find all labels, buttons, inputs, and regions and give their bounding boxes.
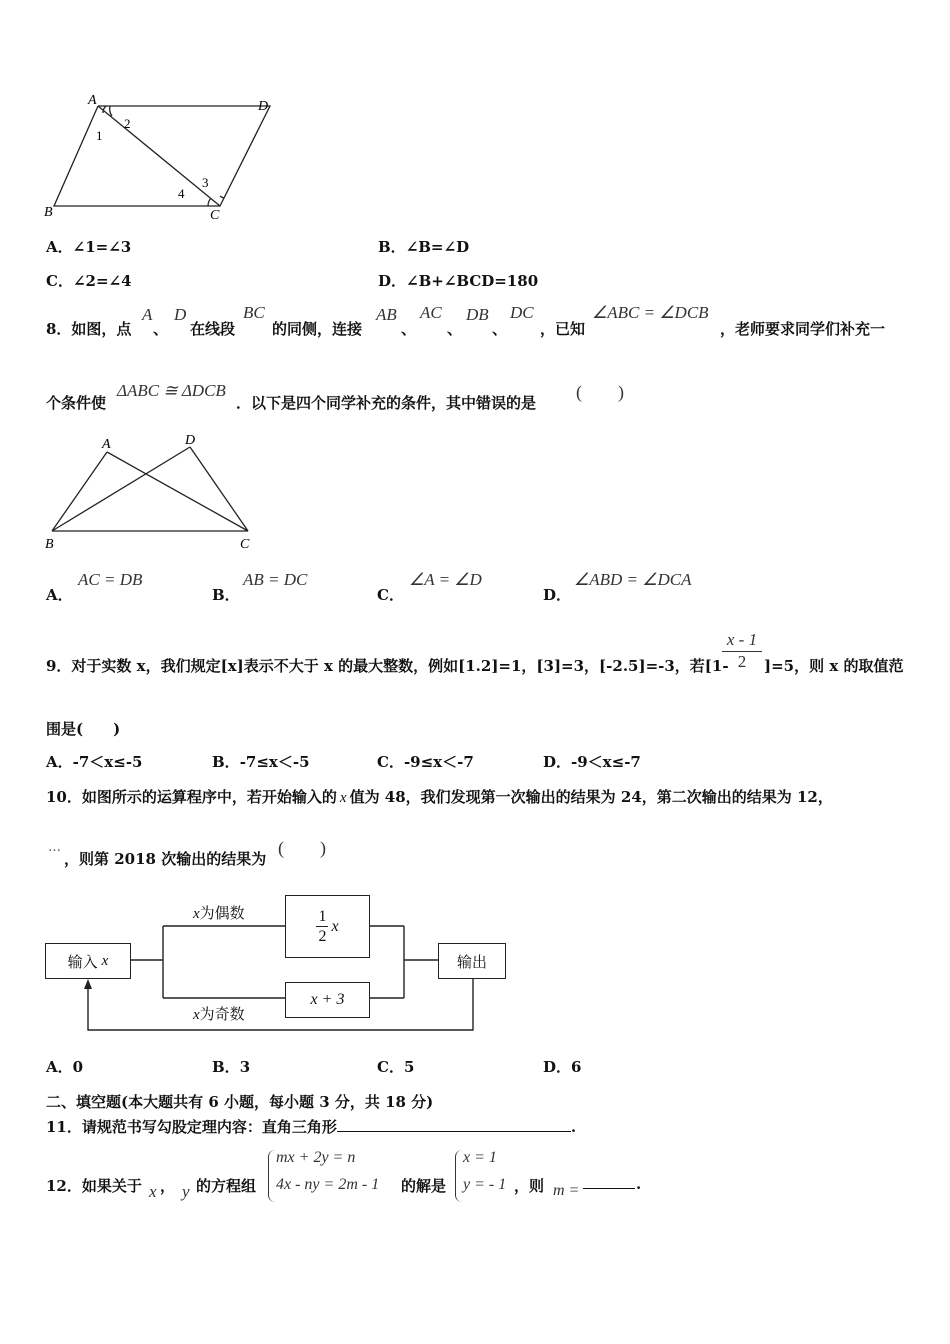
- q10-text-start: 10．如图所示的运算程序中，若开始输入的: [46, 788, 337, 806]
- q8-seg-ab: AB: [376, 305, 397, 324]
- feedback-arrow-icon: [84, 979, 92, 989]
- q8-option-a-text: AC = DB: [78, 570, 143, 589]
- segment-ab: [52, 452, 107, 531]
- q12-text-then: ，则: [514, 1177, 545, 1195]
- q9-option-d[interactable]: [543, 751, 641, 772]
- q8-seg-dc: DC: [510, 303, 534, 322]
- q10-option-c[interactable]: [377, 1056, 414, 1077]
- diagonal-ac: [98, 106, 220, 206]
- label-b: B: [45, 537, 54, 552]
- output-label: 输出: [456, 952, 487, 971]
- label-d: D: [185, 433, 196, 448]
- option-letter: C．: [46, 272, 73, 290]
- label-angle-4: 4: [178, 186, 185, 201]
- option-text: -7≤x＜-5: [239, 753, 310, 771]
- q8-text-segment: 在线段: [190, 320, 236, 338]
- q7-parallelogram-figure: [40, 92, 290, 227]
- q10-option-d[interactable]: [543, 1056, 581, 1077]
- q12-m-equals: m =: [553, 1182, 580, 1199]
- q10-text-rest: 值为 48，我们发现第一次输出的结果为 24，第二次输出的结果为 12，: [349, 788, 833, 806]
- odd-var: x: [193, 1007, 200, 1023]
- q8-triangles-figure: [40, 430, 270, 555]
- equation-brace: [268, 1150, 275, 1202]
- q8-option-c-letter[interactable]: C．: [377, 586, 404, 604]
- segment-ac: [107, 452, 248, 531]
- label-a: A: [88, 93, 97, 108]
- fraction-denominator: 2: [737, 652, 747, 671]
- label-d: D: [258, 99, 269, 114]
- q8-sep-1: 、: [401, 320, 417, 338]
- feedback-loop: [88, 979, 473, 1030]
- q7-option-a[interactable]: [46, 236, 131, 257]
- angle-arc-4: [208, 198, 211, 206]
- q11-end: .: [570, 1118, 577, 1136]
- q8-congruence: ΔABC ≅ ΔDCB: [117, 381, 226, 400]
- parallelogram-outline: [54, 106, 270, 206]
- option-letter: A．: [46, 753, 73, 771]
- q9-line2: 围是( ): [46, 720, 121, 738]
- option-letter: B．: [378, 238, 406, 256]
- option-text: ∠B+∠BCD=180: [406, 272, 539, 290]
- q11-text: 11．请规范书写勾股定理内容：直角三角形: [46, 1118, 337, 1136]
- q10-option-b[interactable]: [212, 1056, 250, 1077]
- flow-input-box: [45, 943, 131, 979]
- q12-comma: ，: [160, 1177, 176, 1195]
- q8-point-a: A: [142, 305, 153, 324]
- odd-text: 为奇数: [199, 1005, 245, 1023]
- option-text: -7＜x≤-5: [72, 753, 143, 771]
- q8-text-start: 8．如图，点: [46, 320, 132, 338]
- q12-text-start: 12．如果关于: [46, 1177, 142, 1195]
- angle-arc-2: [110, 106, 112, 116]
- solution-brace: [455, 1150, 462, 1202]
- q8-option-b-text: AB = DC: [243, 570, 308, 589]
- q9-option-c[interactable]: [377, 751, 474, 772]
- q8-sep: 、: [153, 320, 169, 338]
- q8-seg-db: DB: [466, 305, 489, 324]
- q9-text-end: ]=5，则 x 的取值范: [764, 657, 904, 675]
- q8-option-c-text: ∠A = ∠D: [409, 570, 482, 589]
- option-text: -9≤x＜-7: [403, 753, 474, 771]
- q8-point-d: D: [174, 305, 187, 324]
- label-c: C: [210, 208, 220, 223]
- option-letter: C．: [377, 753, 404, 771]
- label-angle-1: 1: [96, 128, 103, 143]
- q8-answer-paren: ( ): [576, 382, 624, 402]
- plus3-text: x + 3: [310, 991, 345, 1008]
- option-letter: A．: [46, 1058, 73, 1076]
- half-fraction: [316, 907, 328, 946]
- half-den: 2: [318, 928, 327, 945]
- option-text: -9＜x≤-7: [571, 753, 641, 771]
- label-angle-2: 2: [124, 116, 131, 131]
- q10-text: [46, 786, 833, 807]
- option-text: 3: [239, 1058, 251, 1076]
- q8-text-known: ，已知: [540, 320, 586, 338]
- option-letter: D．: [543, 753, 572, 771]
- input-var: x: [101, 952, 109, 969]
- option-text: 6: [571, 1058, 582, 1076]
- flow-half-box: [285, 895, 370, 958]
- q10-var-x: x: [339, 790, 347, 806]
- option-text: 0: [72, 1058, 84, 1076]
- half-var: x: [331, 917, 339, 935]
- option-letter: D．: [378, 272, 407, 290]
- input-label: 输入: [67, 952, 98, 971]
- q8-text-connect: 的同侧，连接: [272, 320, 363, 338]
- option-letter: D．: [543, 1058, 572, 1076]
- q8-text-end: ，老师要求同学们补充一: [720, 320, 886, 338]
- flow-even-label: [193, 902, 245, 923]
- flow-odd-label: [193, 1003, 245, 1024]
- half-num: 1: [318, 908, 327, 925]
- q8-option-d-text: ∠ABD = ∠DCA: [574, 570, 692, 589]
- q12-var-x: x: [149, 1182, 157, 1201]
- q7-option-c[interactable]: [46, 270, 132, 291]
- label-b: B: [44, 205, 53, 220]
- q8-sep-3: 、: [492, 320, 508, 338]
- option-text: ∠B=∠D: [405, 238, 470, 256]
- label-a: A: [102, 437, 111, 452]
- option-text: ∠1=∠3: [72, 238, 132, 256]
- q9-fraction: [722, 630, 762, 672]
- q10-option-a[interactable]: [46, 1056, 83, 1077]
- solution-2: y = - 1: [463, 1176, 507, 1193]
- solution-1: x = 1: [463, 1149, 497, 1166]
- q9-option-a[interactable]: [46, 751, 142, 772]
- q9-text: 9．对于实数 x，我们规定[x]表示不大于 x 的最大整数，例如[1.2]=1，[3]=3，[-2.5]=-3，若[1-: [46, 657, 729, 675]
- q8-option-d-letter[interactable]: D．: [543, 586, 572, 604]
- q10-ellipsis: …: [48, 840, 61, 855]
- option-letter: B．: [212, 1058, 240, 1076]
- q8-segment-bc: BC: [243, 303, 265, 322]
- q9-option-b[interactable]: [212, 751, 310, 772]
- q12-answer-blank[interactable]: [583, 1188, 635, 1189]
- q10-line2: ，则第 2018 次输出的结果为: [64, 850, 267, 868]
- q8-line2-start: 个条件使: [46, 394, 107, 412]
- q8-seg-ac: AC: [420, 303, 442, 322]
- option-text: ∠2=∠4: [72, 272, 132, 290]
- even-text: 为偶数: [199, 904, 245, 922]
- q7-option-b[interactable]: [378, 236, 469, 257]
- q12-text-system: 的方程组: [196, 1177, 257, 1195]
- q12-text-solution: 的解是: [401, 1177, 447, 1195]
- option-letter: C．: [377, 1058, 404, 1076]
- q12-var-y: y: [182, 1182, 190, 1201]
- q8-option-b-letter[interactable]: B．: [212, 586, 240, 604]
- equation-1: mx + 2y = n: [276, 1149, 356, 1166]
- label-c: C: [240, 537, 250, 552]
- even-var: x: [193, 906, 200, 922]
- angle-arc-3: [220, 196, 224, 198]
- label-angle-3: 3: [202, 175, 209, 190]
- equation-2: 4x - ny = 2m - 1: [276, 1176, 380, 1193]
- q12-end: .: [636, 1175, 642, 1193]
- fraction-numerator: x - 1: [722, 630, 762, 652]
- segment-dc: [190, 447, 248, 531]
- flow-plus3-box: [285, 982, 370, 1018]
- q7-option-d[interactable]: [378, 270, 538, 291]
- q10-answer-paren: ( ): [278, 838, 326, 858]
- option-letter: B．: [212, 753, 240, 771]
- q8-sep-2: 、: [447, 320, 463, 338]
- q8-given-condition: ∠ABC = ∠DCB: [592, 303, 709, 322]
- option-text: 5: [403, 1058, 415, 1076]
- q8-option-a-letter[interactable]: A．: [46, 586, 73, 604]
- q8-line2-end: ．以下是四个同学补充的条件，其中错误的是: [236, 394, 537, 412]
- q11-answer-blank[interactable]: [337, 1117, 571, 1132]
- q11-question: [46, 1116, 576, 1137]
- flow-output-box: [438, 943, 506, 979]
- section-title: 二、填空题(本大题共有 6 小题，每小题 3 分，共 18 分): [46, 1093, 434, 1111]
- option-letter: A．: [46, 238, 73, 256]
